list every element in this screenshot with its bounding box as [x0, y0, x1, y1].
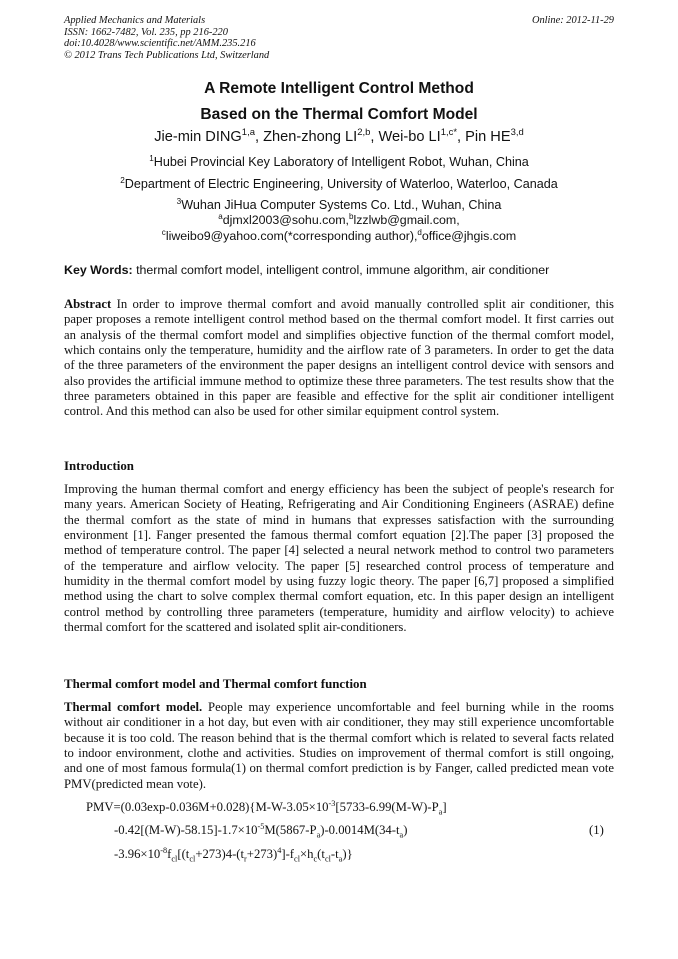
paper-title-line-1: A Remote Intelligent Control Method [204, 80, 474, 97]
eq-sub: r [244, 854, 247, 864]
email-line-1 [40, 213, 638, 227]
affiliation-text: Hubei Provincial Key Laboratory of Intelligent Robot, Wuhan, China [153, 155, 529, 169]
eq-text: ] [442, 800, 447, 814]
email-mark: b [349, 211, 354, 221]
eq-text: +273) [246, 847, 278, 861]
eq-sub: a [399, 830, 404, 840]
affiliation-1 [40, 155, 638, 169]
subsection-lead: Thermal comfort model. [64, 700, 203, 714]
eq-sup: -3 [328, 798, 336, 808]
keywords-label: Key Words: [64, 263, 133, 277]
email-mark: d [417, 227, 422, 237]
eq-sub: a [316, 830, 321, 840]
email-address: lzzlwb@gmail.com, [353, 213, 460, 227]
online-date: Online: 2012-11-29 [531, 15, 614, 26]
introduction-paragraph: Improving the human thermal comfort and energy efficiency has been the subject of people's research for many years. American Society of Heating, Refrigerating and Air Conditioning Engineers (ASRAE) define the thermal comfort as the state of mind in humans that expresses satisfaction with the surrounding environment [1]. Fanger presented the famous thermal comfort equation [2].The paper [3] proposed the method of temperature control. The paper [4] selected a neural network method to control two parameters of the temperature and airflow velocity. The paper [5] researched control process of temperature and humidity in the thermal comfort model by using fuzzy logic theory. The paper [6,7] proposed a simplified method using the chart to solve complex thermal comfort equation, etc. In this paper design an intelligent control method by controlling three parameters (temperature, humidity and airflow velocity) to achieve thermal comfort for the scattered and isolated split air-conditioners. [64, 482, 614, 635]
author-separator: , [457, 129, 466, 145]
author-name: Wei-bo LI [378, 129, 441, 145]
eq-sub: cl [189, 854, 196, 864]
eq-text: )-0.0014M(34-t [320, 823, 400, 837]
eq-text: [(t [177, 847, 190, 861]
affiliation-mark: 3 [176, 196, 182, 206]
author-affiliation-mark: 3,d [510, 127, 524, 139]
author-name: Pin HE [465, 129, 511, 145]
author-affiliation-mark: 2,b [357, 127, 371, 139]
journal-name: Applied Mechanics and Materials [64, 15, 206, 26]
equation-line-1 [86, 800, 447, 815]
eq-sup: -5 [257, 821, 265, 831]
eq-sub: cl [171, 854, 178, 864]
affiliation-2 [40, 177, 638, 191]
author-separator: , [370, 129, 379, 145]
author-list [40, 129, 638, 145]
affiliation-mark: 2 [120, 175, 125, 185]
eq-text: -3.96×10 [114, 847, 161, 861]
eq-sub: c [313, 854, 318, 864]
eq-text: -t [330, 847, 339, 861]
equation-line-3 [114, 847, 353, 862]
copyright-line: © 2012 Trans Tech Publications Ltd, Switzerland [64, 49, 270, 61]
eq-sub: a [438, 807, 443, 817]
thermal-comfort-paragraph [64, 700, 614, 792]
equation-line-2 [114, 823, 407, 838]
affiliation-text: Wuhan JiHua Computer Systems Co. Ltd., Wuhan, China [181, 198, 502, 212]
eq-text: ×h [300, 847, 314, 861]
eq-sub: cl [324, 854, 331, 864]
paper-title-line-2: Based on the Thermal Comfort Model [200, 106, 478, 123]
eq-text: -0.42[(M-W)-58.15]-1.7×10 [114, 823, 258, 837]
eq-sup: -8 [160, 845, 168, 855]
eq-sub: cl [294, 854, 300, 864]
eq-text: (t [317, 847, 325, 861]
email-line-2 [40, 229, 638, 243]
author-name: Jie-min DING [154, 129, 242, 145]
eq-text: ]-f [281, 847, 295, 861]
author-affiliation-mark: 1,a [241, 127, 255, 139]
author-name: Zhen-zhong LI [263, 129, 358, 145]
doi-line: doi:10.4028/www.scientific.net/AMM.235.216 [64, 38, 256, 50]
email-address: office@jhgis.com [421, 229, 517, 243]
eq-text: ) [403, 823, 408, 837]
keywords [64, 263, 614, 278]
eq-text: PMV=(0.03exp-0.036M+0.028){M-W-3.05×10 [86, 800, 329, 814]
section-heading-introduction: Introduction [64, 459, 134, 473]
abstract-text: In order to improve thermal comfort and avoid manually controlled split air conditioner, this paper proposes a remote intelligent control method based on the thermal comfort model. It first carries out an analysis of the thermal comfort model and simplifies objective function of the thermal comfort model, which contains only the temperature, humidity and the airflow rate of 3 parameters. In order to get the data of the three parameters of the environment the paper designs an intelligent control device with sensors and also provides the artificial immune method to optimize these three parameters. The test results show that the three parameters obtained in this paper are feasible and effective for the split air conditioner intelligent control. And this method can also be used for other similar equipment control system. [64, 297, 614, 419]
affiliation-text: Department of Electric Engineering, University of Waterloo, Waterloo, Canada [124, 177, 558, 191]
equation-number: (1) [589, 823, 604, 837]
affiliation-mark: 1 [149, 153, 154, 163]
thermal-comfort-text: People may experience uncomfortable and feel burning while in the rooms without air conditioner in a hot day, but even with air conditioner, they may still experience uncomfortable because it is too cold. The reason behind that is the thermal comfort which is related to several facts related to indoor environment, clothe and activities. Studies on improvement of thermal comfort is still ongoing, and one of most famous formula(1) on thermal comfort prediction is by Fanger, called predicted mean vote PMV(predicted mean vote). [64, 700, 614, 791]
email-address: liweibo9@yahoo.com(*corresponding author), [165, 229, 418, 243]
eq-text: M(5867-P [264, 823, 317, 837]
email-address: djmxl2003@sohu.com, [222, 213, 349, 227]
abstract-label: Abstract [64, 297, 112, 311]
eq-text: f [167, 847, 172, 861]
keywords-text: thermal comfort model, intelligent control, immune algorithm, air conditioner [132, 263, 550, 277]
section-heading-thermal-comfort: Thermal comfort model and Thermal comfort function [64, 677, 367, 691]
eq-sub: a [338, 854, 343, 864]
eq-text: )} [342, 847, 353, 861]
email-mark: a [218, 211, 223, 221]
issn-line: ISSN: 1662-7482, Vol. 235, pp 216-220 [64, 26, 228, 38]
eq-text: [5733-6.99(M-W)-P [335, 800, 439, 814]
abstract [64, 297, 614, 420]
eq-text: +273)4-(t [195, 847, 245, 861]
journal-header [64, 15, 269, 61]
email-mark: c [161, 227, 166, 237]
eq-sup: 4 [277, 845, 282, 855]
author-separator: , [254, 129, 264, 145]
affiliation-3 [40, 198, 638, 212]
author-affiliation-mark: 1,c* [440, 127, 458, 139]
